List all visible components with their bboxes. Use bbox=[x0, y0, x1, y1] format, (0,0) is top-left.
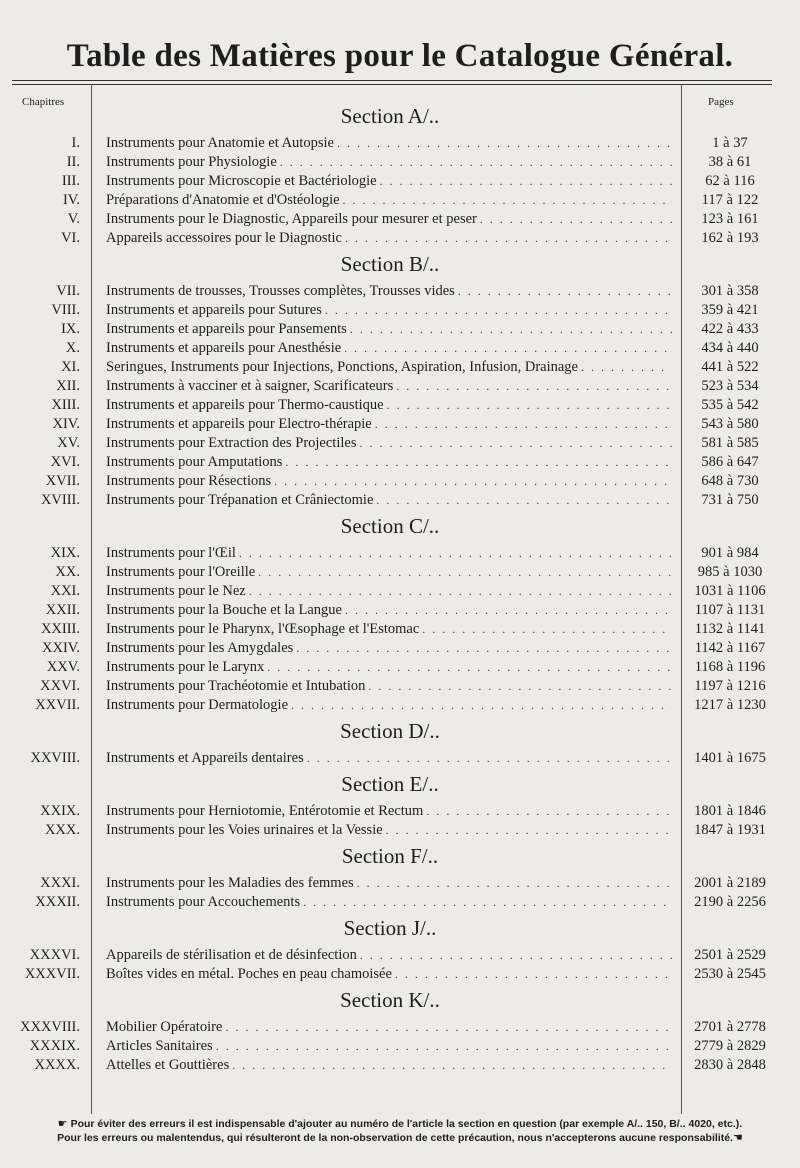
chapter-entry bbox=[106, 492, 672, 509]
toc-row bbox=[0, 172, 800, 191]
chapter-title: Instruments pour la Bouche et la Langue bbox=[106, 602, 342, 618]
page-range: 359 à 421 bbox=[701, 302, 759, 318]
chapter-number: I. bbox=[71, 135, 80, 151]
chapter-entry bbox=[106, 173, 672, 190]
chapter-number: XIII. bbox=[51, 397, 80, 413]
chapter-entry bbox=[106, 211, 672, 228]
toc-row bbox=[0, 153, 800, 172]
dot-leader bbox=[422, 622, 672, 637]
toc-row bbox=[0, 601, 800, 620]
page-range: 1847 à 1931 bbox=[694, 822, 766, 838]
chapter-number: XXIII. bbox=[40, 621, 80, 637]
chapter-number: II. bbox=[66, 154, 80, 170]
chapter-number: XVIII. bbox=[40, 492, 80, 508]
chapter-title: Mobilier Opératoire bbox=[106, 1019, 223, 1035]
chapter-entry bbox=[106, 659, 672, 676]
toc-row bbox=[0, 874, 800, 893]
chapter-title: Instruments pour les Maladies des femmes bbox=[106, 875, 354, 891]
chapter-entry bbox=[106, 378, 672, 395]
title-rule-top bbox=[12, 80, 772, 81]
section-heading bbox=[0, 768, 800, 802]
chapter-number: XXXX. bbox=[34, 1057, 80, 1073]
section-title: Section C/.. bbox=[340, 514, 440, 538]
chapter-number: VI. bbox=[61, 230, 80, 246]
page-range: 543 à 580 bbox=[701, 416, 759, 432]
chapter-title: Instruments pour le Diagnostic, Appareils pour mesurer et peser bbox=[106, 211, 477, 227]
dot-leader bbox=[395, 967, 672, 982]
page-range: 434 à 440 bbox=[701, 340, 759, 356]
toc-row bbox=[0, 396, 800, 415]
chapter-title: Instruments pour le Larynx bbox=[106, 659, 265, 675]
chapter-title: Appareils accessoires pour le Diagnostic bbox=[106, 230, 342, 246]
chapter-title: Instruments pour Accouchements bbox=[106, 894, 301, 910]
dot-leader bbox=[303, 895, 672, 910]
chapter-entry bbox=[106, 302, 672, 319]
chapter-number: XXXVII. bbox=[24, 966, 80, 982]
chapter-title: Instruments et appareils pour Pansements bbox=[106, 321, 347, 337]
toc-row bbox=[0, 639, 800, 658]
chapter-title: Instruments pour Amputations bbox=[106, 454, 283, 470]
chapter-number: XXXVI. bbox=[29, 947, 80, 963]
chapter-title: Instruments pour Anatomie et Autopsie bbox=[106, 135, 334, 151]
page-range: 535 à 542 bbox=[701, 397, 759, 413]
page-range: 1197 à 1216 bbox=[694, 678, 766, 694]
chapter-number: IX. bbox=[61, 321, 80, 337]
chapter-title: Instruments pour Physiologie bbox=[106, 154, 277, 170]
dot-leader bbox=[325, 303, 672, 318]
toc-row bbox=[0, 339, 800, 358]
section-heading bbox=[0, 510, 800, 544]
chapter-number: XV. bbox=[57, 435, 80, 451]
toc-row bbox=[0, 434, 800, 453]
page-range: 648 à 730 bbox=[701, 473, 759, 489]
chapter-entry bbox=[106, 192, 672, 209]
section-heading bbox=[0, 912, 800, 946]
toc-row bbox=[0, 301, 800, 320]
section-heading bbox=[0, 100, 800, 134]
page-range: 2190 à 2256 bbox=[694, 894, 766, 910]
chapter-title: Instruments pour l'Œil bbox=[106, 545, 236, 561]
page-range: 422 à 433 bbox=[701, 321, 759, 337]
toc-row bbox=[0, 320, 800, 339]
chapters-column-header: Chapitres bbox=[22, 96, 65, 108]
page-range: 301 à 358 bbox=[701, 283, 759, 299]
toc-row bbox=[0, 965, 800, 984]
toc-row bbox=[0, 415, 800, 434]
toc-row bbox=[0, 582, 800, 601]
chapter-title: Instruments à vacciner et à saigner, Scarificateurs bbox=[106, 378, 394, 394]
chapter-entry bbox=[106, 435, 672, 452]
chapter-number: XXXI. bbox=[40, 875, 80, 891]
page-range: 901 à 984 bbox=[701, 545, 759, 561]
footnote-line-1 bbox=[0, 1117, 800, 1131]
section-title: Section F/.. bbox=[341, 844, 439, 868]
toc-row bbox=[0, 134, 800, 153]
chapter-entry bbox=[106, 966, 672, 983]
footnote-text-2: Pour les erreurs ou malentendus, qui résulteront de la non-observation de cette précaution, nous n'accepterons aucune responsabilité. bbox=[57, 1132, 733, 1144]
toc-row bbox=[0, 749, 800, 768]
chapter-entry bbox=[106, 135, 672, 152]
chapter-number: XXI. bbox=[50, 583, 80, 599]
chapter-number: XXVII. bbox=[35, 697, 80, 713]
chapter-entry bbox=[106, 283, 672, 300]
dot-leader bbox=[225, 1020, 672, 1035]
section-title: Section J/.. bbox=[343, 916, 437, 940]
pointing-hand-left-icon: ☚ bbox=[732, 1131, 743, 1144]
chapter-title: Instruments pour Résections bbox=[106, 473, 272, 489]
chapter-number: XX. bbox=[55, 564, 80, 580]
chapter-number: XXII. bbox=[45, 602, 80, 618]
toc-row bbox=[0, 191, 800, 210]
page-range: 1401 à 1675 bbox=[694, 750, 766, 766]
chapter-number: XXX. bbox=[44, 822, 80, 838]
dot-leader bbox=[396, 379, 672, 394]
chapter-number: XI. bbox=[61, 359, 80, 375]
chapter-entry bbox=[106, 697, 672, 714]
dot-leader bbox=[344, 341, 672, 356]
toc-row bbox=[0, 282, 800, 301]
chapter-title: Instruments pour le Pharynx, l'Œsophage et l'Estomac bbox=[106, 621, 420, 637]
dot-leader bbox=[387, 398, 672, 413]
chapter-title: Boîtes vides en métal. Poches en peau chamoisée bbox=[106, 966, 392, 982]
section-heading bbox=[0, 984, 800, 1018]
chapter-title: Instruments pour Trépanation et Crâniectomie bbox=[106, 492, 374, 508]
page-range: 2701 à 2778 bbox=[694, 1019, 766, 1035]
chapter-number: XXVI. bbox=[40, 678, 80, 694]
dot-leader bbox=[581, 360, 672, 375]
page-range: 1142 à 1167 bbox=[694, 640, 766, 656]
section-title: Section D/.. bbox=[340, 719, 440, 743]
chapter-title: Instruments et Appareils dentaires bbox=[106, 750, 304, 766]
chapter-entry bbox=[106, 621, 672, 638]
dot-leader bbox=[458, 284, 672, 299]
dot-leader bbox=[376, 493, 672, 508]
chapter-number: XXVIII. bbox=[30, 750, 80, 766]
toc-row bbox=[0, 210, 800, 229]
chapter-entry bbox=[106, 1057, 672, 1074]
page-range: 441 à 522 bbox=[701, 359, 759, 375]
chapter-title: Instruments pour les Voies urinaires et la Vessie bbox=[106, 822, 383, 838]
chapter-entry bbox=[106, 875, 672, 892]
dot-leader bbox=[232, 1058, 672, 1073]
toc-row bbox=[0, 1018, 800, 1037]
page-range: 1801 à 1846 bbox=[694, 803, 766, 819]
chapter-number: III. bbox=[61, 173, 80, 189]
chapter-entry bbox=[106, 230, 672, 247]
toc-row bbox=[0, 658, 800, 677]
chapter-title: Instruments pour les Amygdales bbox=[106, 640, 294, 656]
chapter-entry bbox=[106, 473, 672, 490]
dot-leader bbox=[285, 455, 672, 470]
chapter-title: Instruments et appareils pour Sutures bbox=[106, 302, 322, 318]
toc-row bbox=[0, 696, 800, 715]
page-range: 117 à 122 bbox=[701, 192, 759, 208]
toc-row bbox=[0, 377, 800, 396]
chapter-entry bbox=[106, 1038, 672, 1055]
chapter-entry bbox=[106, 340, 672, 357]
chapter-entry bbox=[106, 564, 672, 581]
section-title: Section E/.. bbox=[341, 772, 439, 796]
section-heading bbox=[0, 715, 800, 749]
toc-row bbox=[0, 472, 800, 491]
dot-leader bbox=[345, 231, 672, 246]
dot-leader bbox=[296, 641, 672, 656]
chapter-entry bbox=[106, 154, 672, 171]
dot-leader bbox=[480, 212, 672, 227]
section-heading bbox=[0, 248, 800, 282]
page-range: 1107 à 1131 bbox=[694, 602, 766, 618]
chapter-entry bbox=[106, 545, 672, 562]
dot-leader bbox=[249, 584, 672, 599]
dot-leader bbox=[359, 436, 672, 451]
toc-row bbox=[0, 893, 800, 912]
table-of-contents bbox=[0, 100, 800, 1075]
chapter-entry bbox=[106, 678, 672, 695]
chapter-entry bbox=[106, 822, 672, 839]
chapter-title: Instruments pour Trachéotomie et Intubation bbox=[106, 678, 366, 694]
chapter-entry bbox=[106, 454, 672, 471]
chapter-title: Préparations d'Anatomie et d'Ostéologie bbox=[106, 192, 340, 208]
toc-row bbox=[0, 358, 800, 377]
page-range: 2001 à 2189 bbox=[694, 875, 766, 891]
dot-leader bbox=[345, 603, 672, 618]
chapter-number: XXXIX. bbox=[29, 1038, 80, 1054]
dot-leader bbox=[267, 660, 672, 675]
chapter-title: Attelles et Gouttières bbox=[106, 1057, 230, 1073]
toc-row bbox=[0, 1037, 800, 1056]
dot-leader bbox=[386, 823, 672, 838]
dot-leader bbox=[375, 417, 672, 432]
section-title: Section K/.. bbox=[340, 988, 440, 1012]
chapter-number: XXIV. bbox=[42, 640, 80, 656]
page-range: 2779 à 2829 bbox=[694, 1038, 766, 1054]
chapter-number: V. bbox=[67, 211, 80, 227]
page-range: 1 à 37 bbox=[712, 135, 748, 151]
pointing-hand-icon: ☛ bbox=[57, 1117, 68, 1130]
pages-column-header: Pages bbox=[708, 96, 734, 108]
chapter-entry bbox=[106, 947, 672, 964]
chapter-entry bbox=[106, 750, 672, 767]
toc-row bbox=[0, 229, 800, 248]
chapter-entry bbox=[106, 1019, 672, 1036]
page-range: 1132 à 1141 bbox=[694, 621, 766, 637]
footnote-text-1: Pour éviter des erreurs il est indispensable d'ajouter au numéro de l'article la section en question (par exemple A/.. 150, B/.. 4020, etc.). bbox=[70, 1118, 743, 1130]
chapter-entry bbox=[106, 397, 672, 414]
chapter-entry bbox=[106, 359, 672, 376]
chapter-title: Instruments et appareils pour Anesthésie bbox=[106, 340, 342, 356]
toc-row bbox=[0, 453, 800, 472]
chapter-entry bbox=[106, 583, 672, 600]
toc-row bbox=[0, 821, 800, 840]
dot-leader bbox=[291, 698, 672, 713]
chapter-number: XXIX. bbox=[40, 803, 80, 819]
page-range: 731 à 750 bbox=[701, 492, 759, 508]
chapter-title: Instruments pour l'Oreille bbox=[106, 564, 256, 580]
section-title: Section A/.. bbox=[340, 104, 440, 128]
chapter-number: XXXVIII. bbox=[20, 1019, 80, 1035]
dot-leader bbox=[280, 155, 672, 170]
chapter-number: XII. bbox=[56, 378, 80, 394]
chapter-title: Instruments et appareils pour Thermo-caustique bbox=[106, 397, 384, 413]
chapter-number: IV. bbox=[62, 192, 80, 208]
chapter-title: Seringues, Instruments pour Injections, Ponctions, Aspiration, Infusion, Drainage bbox=[106, 359, 578, 375]
dot-leader bbox=[258, 565, 672, 580]
dot-leader bbox=[343, 193, 672, 208]
chapter-title: Instruments et appareils pour Electro-thérapie bbox=[106, 416, 372, 432]
chapter-entry bbox=[106, 803, 672, 820]
dot-leader bbox=[274, 474, 672, 489]
section-title: Section B/.. bbox=[340, 252, 440, 276]
chapter-number: XXXII. bbox=[35, 894, 80, 910]
toc-row bbox=[0, 1056, 800, 1075]
page-range: 586 à 647 bbox=[701, 454, 759, 470]
page-range: 523 à 534 bbox=[701, 378, 759, 394]
page-range: 985 à 1030 bbox=[697, 564, 763, 580]
chapter-title: Instruments pour le Nez bbox=[106, 583, 246, 599]
page-range: 162 à 193 bbox=[701, 230, 759, 246]
dot-leader bbox=[360, 948, 672, 963]
chapter-number: VIII. bbox=[51, 302, 80, 318]
page-title: Table des Matières pour le Catalogue Général. bbox=[66, 38, 734, 74]
toc-row bbox=[0, 491, 800, 510]
chapter-title: Appareils de stérilisation et de désinfection bbox=[106, 947, 357, 963]
dot-leader bbox=[307, 751, 672, 766]
chapter-number: VII. bbox=[56, 283, 80, 299]
chapter-entry bbox=[106, 416, 672, 433]
dot-leader bbox=[216, 1039, 672, 1054]
page-range: 1217 à 1230 bbox=[694, 697, 766, 713]
toc-row bbox=[0, 677, 800, 696]
chapter-entry bbox=[106, 602, 672, 619]
dot-leader bbox=[380, 174, 672, 189]
toc-row bbox=[0, 802, 800, 821]
chapter-title: Instruments pour Dermatologie bbox=[106, 697, 289, 713]
chapter-title: Instruments de trousses, Trousses complètes, Trousses vides bbox=[106, 283, 455, 299]
dot-leader bbox=[350, 322, 672, 337]
dot-leader bbox=[239, 546, 672, 561]
dot-leader bbox=[357, 876, 672, 891]
chapter-entry bbox=[106, 894, 672, 911]
page-range: 62 à 116 bbox=[705, 173, 755, 189]
chapter-title: Instruments pour Extraction des Projectiles bbox=[106, 435, 357, 451]
chapter-title: Instruments pour Microscopie et Bactériologie bbox=[106, 173, 377, 189]
chapter-number: XVII. bbox=[45, 473, 80, 489]
page-range: 123 à 161 bbox=[701, 211, 759, 227]
page-range: 1031 à 1106 bbox=[694, 583, 766, 599]
toc-row bbox=[0, 544, 800, 563]
chapter-number: XIV. bbox=[52, 416, 80, 432]
dot-leader bbox=[368, 679, 672, 694]
dot-leader bbox=[426, 804, 672, 819]
chapter-title: Articles Sanitaires bbox=[106, 1038, 213, 1054]
toc-row bbox=[0, 563, 800, 582]
footnote-line-2 bbox=[0, 1131, 800, 1145]
chapter-entry bbox=[106, 321, 672, 338]
toc-row bbox=[0, 946, 800, 965]
footnote bbox=[0, 1117, 800, 1145]
chapter-number: X. bbox=[65, 340, 80, 356]
dot-leader bbox=[337, 136, 672, 151]
page-range: 2501 à 2529 bbox=[694, 947, 766, 963]
chapter-entry bbox=[106, 640, 672, 657]
section-heading bbox=[0, 840, 800, 874]
page-range: 38 à 61 bbox=[708, 154, 752, 170]
chapter-title: Instruments pour Herniotomie, Entérotomie et Rectum bbox=[106, 803, 424, 819]
title-rule-bottom bbox=[12, 84, 772, 85]
chapter-number: XIX. bbox=[50, 545, 80, 561]
page-range: 2530 à 2545 bbox=[694, 966, 766, 982]
page-range: 581 à 585 bbox=[701, 435, 759, 451]
chapter-number: XVI. bbox=[50, 454, 80, 470]
chapter-number: XXV. bbox=[46, 659, 80, 675]
page-range: 2830 à 2848 bbox=[694, 1057, 766, 1073]
page-range: 1168 à 1196 bbox=[694, 659, 766, 675]
toc-row bbox=[0, 620, 800, 639]
